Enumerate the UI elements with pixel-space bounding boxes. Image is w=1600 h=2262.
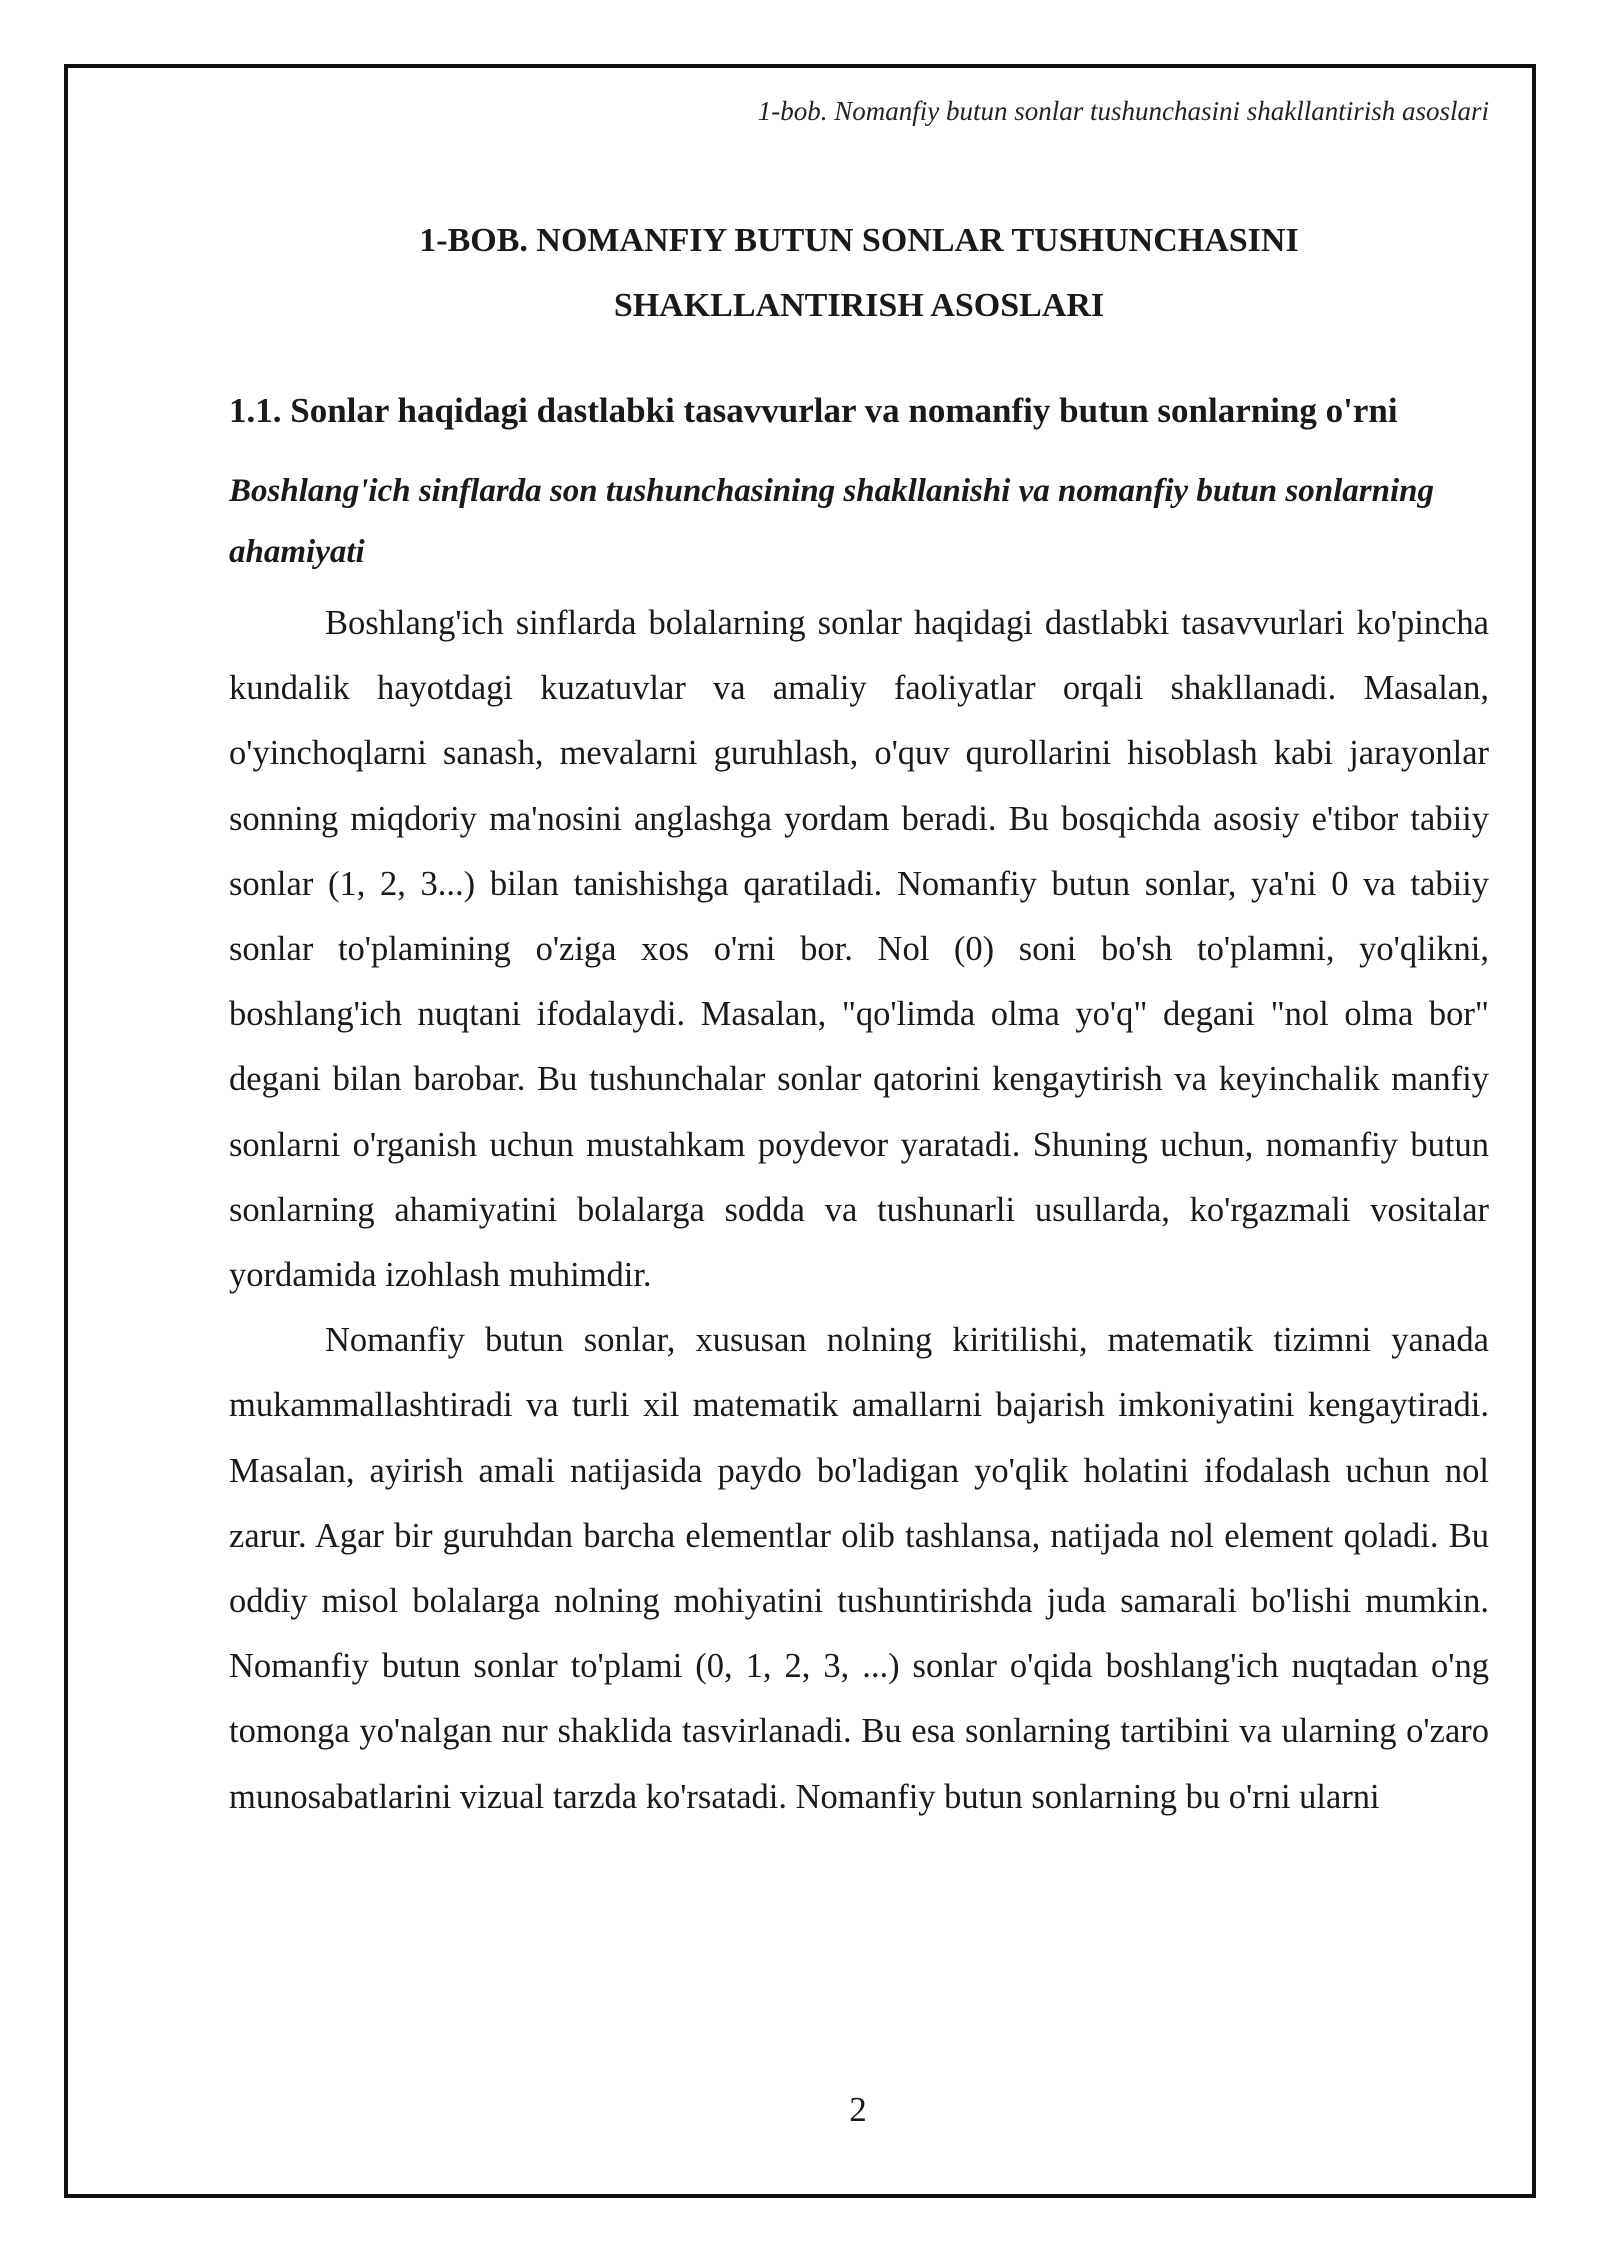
page-content: [229, 208, 1489, 1830]
subsection-title: Boshlang'ich sinflarda son tushunchasining shakllanishi va nomanfiy butun sonlarning ahamiyati: [229, 473, 1434, 570]
page-number: 2: [849, 2090, 867, 2129]
body-paragraph: Boshlang'ich sinflarda bolalarning sonlar haqidagi dastlabki tasavvurlari ko'pincha kundalik hayotdagi kuzatuvlar va amaliy faoliyatlar orqali shakllanadi. Masalan, o'yinchoqlarni sanash, mevalarni guruhlash, o'quv qurollarini hisoblash kabi jarayonlar sonning miqdoriy ma'nosini anglashga yordam beradi. Bu bosqichda asosiy e'tibor tabiiy sonlar (1, 2, 3...) bilan tanishishga qaratiladi. Nomanfiy butun sonlar, ya'ni 0 va tabiiy sonlar to'plamining o'ziga xos o'rni bor. Nol (0) soni bo'sh to'plamni, yo'qlikni, boshlang'ich nuqtani ifodalaydi. Masalan, "qo'limda olma yo'q" degani "nol olma bor" degani bilan barobar. Bu tushunchalar sonlar qatorini kengaytirish va keyinchalik manfiy sonlarni o'rganish uchun mustahkam poydevor yaratadi. Shuning uchun, nomanfiy butun sonlarning ahamiyatini bolalarga sodda va tushunarli usullarda, ko'rgazmali vositalar yordamida izohlash muhimdir.: [229, 604, 1489, 1295]
body-paragraph: Nomanfiy butun sonlar, xususan nolning kiritilishi, matematik tizimni yanada mukammallashtiradi va turli xil matematik amallarni bajarish imkoniyatini kengaytiradi. Masalan, ayirish amali natijasida paydo bo'ladigan yo'qlik holatini ifodalash uchun nol zarur. Agar bir guruhdan barcha elementlar olib tashlansa, natijada nol element qoladi. Bu oddiy misol bolalarga nolning mohiyatini tushuntirishda juda samarali bo'lishi mumkin. Nomanfiy butun sonlar to'plami (0, 1, 2, 3, ...) sonlar o'qida boshlang'ich nuqtadan o'ng tomonga yo'nalgan nur shaklida tasvirlanadi. Bu esa sonlarning tartibini va ularning o'zaro munosabatlarini vizual tarzda ko'rsatadi. Nomanfiy butun sonlarning bu o'rni ularni: [229, 1321, 1489, 1816]
section-title: 1.1. Sonlar haqidagi dastlabki tasavvurlar va nomanfiy butun sonlarning o'rni: [229, 391, 1398, 430]
chapter-title: 1-BOB. NOMANFIY BUTUN SONLAR TUSHUNCHASINI SHAKLLANTIRISH ASOSLARI: [419, 222, 1299, 324]
running-header: 1-bob. Nomanfiy butun sonlar tushunchasini shakllantirish asoslari: [757, 96, 1489, 126]
